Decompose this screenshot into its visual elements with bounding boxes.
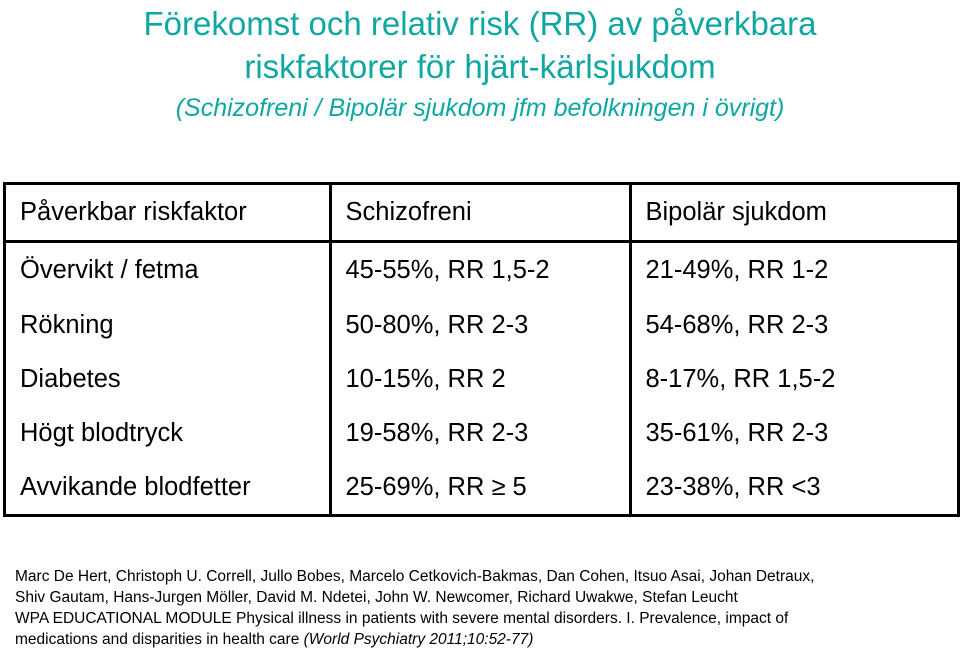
row-schizophrenia-value: 10-15%, RR 2 — [330, 352, 630, 406]
row-risk-factor: Övervikt / fetma — [20, 256, 199, 284]
header-schizophrenia: Schizofreni — [330, 185, 630, 242]
row-bipolar-value: 8-17%, RR 1,5-2 — [630, 352, 957, 406]
risk-factor-table — [3, 182, 960, 517]
reference-authors-line-2: Shiv Gautam, Hans-Jurgen Möller, David M. Ndetei, John W. Newcomer, Richard Uwakwe, Stefan Leucht — [15, 589, 738, 606]
row-risk-factor: Högt blodtryck — [20, 418, 183, 447]
row-risk-factor: Rökning — [20, 310, 114, 339]
reference-title-end: medications and disparities in health care — [15, 631, 304, 648]
table-row — [6, 460, 957, 514]
row-schizophrenia-value: 50-80%, RR 2-3 — [330, 298, 630, 352]
row-risk-factor: Diabetes — [20, 364, 121, 393]
reference-authors-line-1: Marc De Hert, Christoph U. Correll, Jullo Bobes, Marcelo Cetkovich-Bakmas, Dan Cohen, Itsuo Asai, Johan Detraux, — [15, 568, 815, 585]
row-bipolar-value: 54-68%, RR 2-3 — [630, 298, 957, 352]
header-risk-factor: Påverkbar riskfaktor — [6, 185, 330, 242]
row-schizophrenia-value: 45-55%, RR 1,5-2 — [330, 242, 630, 299]
table-header-row — [6, 185, 957, 242]
row-bipolar-value: 21-49%, RR 1-2 — [630, 242, 957, 299]
slide-subtitle: (Schizofreni / Bipolär sjukdom jfm befolkningen i övrigt) — [175, 94, 785, 122]
row-risk-factor: Avvikande blodfetter — [20, 472, 251, 501]
header-bipolar: Bipolär sjukdom — [630, 185, 957, 242]
table-row — [6, 352, 957, 406]
table-row — [6, 242, 957, 299]
row-schizophrenia-value: 25-69%, RR ≥ 5 — [330, 460, 630, 514]
title-line-2: riskfaktorer för hjärt-kärlsjukdom — [244, 48, 716, 85]
table-row — [6, 406, 957, 460]
slide-title — [0, 2, 960, 125]
title-line-1: Förekomst och relativ risk (RR) av påverkbara — [143, 5, 817, 42]
row-bipolar-value: 23-38%, RR <3 — [630, 460, 957, 514]
reference-block — [15, 566, 945, 650]
reference-title-line: WPA EDUCATIONAL MODULE Physical illness in patients with severe mental disorders. I. Prevalence, impact of — [15, 610, 789, 627]
reference-final-line — [15, 629, 945, 650]
row-bipolar-value: 35-61%, RR 2-3 — [630, 406, 957, 460]
row-schizophrenia-value: 19-58%, RR 2-3 — [330, 406, 630, 460]
table-row — [6, 298, 957, 352]
reference-citation: (World Psychiatry 2011;10:52-77) — [303, 631, 534, 648]
risk-factor-table-grid — [6, 185, 957, 514]
